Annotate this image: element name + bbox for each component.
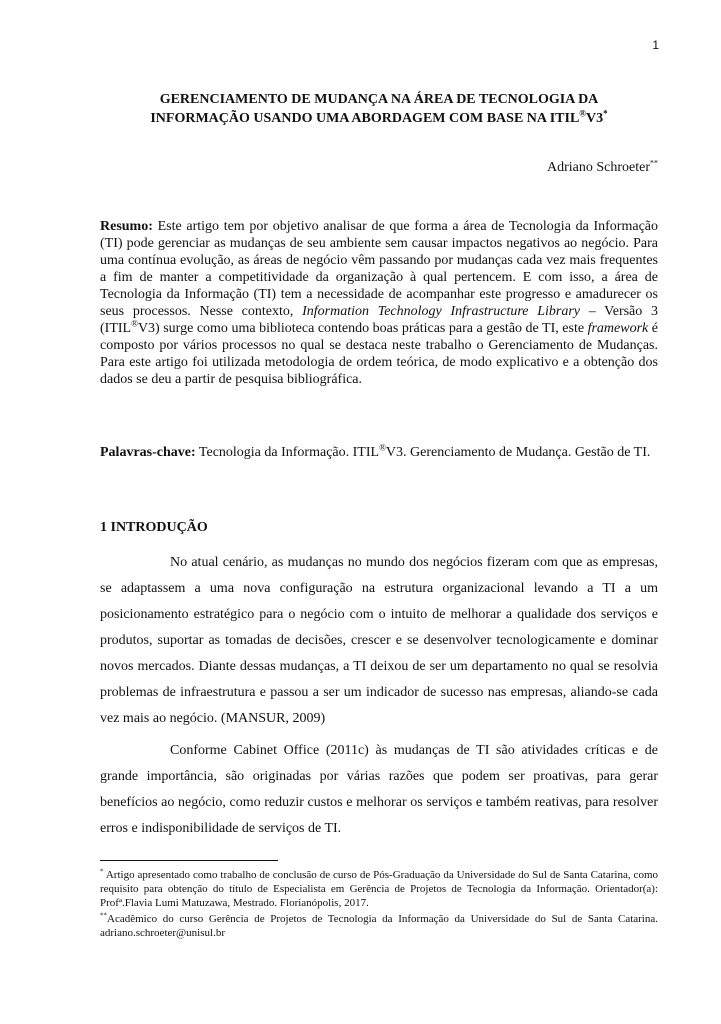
title-suffix: V3 — [586, 111, 604, 126]
abstract-text-2: – Versão 3 (ITIL — [100, 304, 658, 336]
keywords-text-1: Tecnologia da Informação. ITIL — [195, 445, 380, 460]
abstract-text-4: é composto por vários processos no qual se destaca neste trabalho o Gerenciamento de Mudanças. Para este artigo foi utilizada metodologia de ordem teórica, de modo explicativo e a obtenção dos dados se deu a partir de pesquisa bibliográfica. — [100, 321, 658, 387]
author-line — [547, 160, 658, 176]
paper-title — [100, 90, 658, 128]
keywords-text-2: V3. Gerenciamento de Mudança. Gestão de TI. — [385, 445, 651, 460]
abstract-italic-framework: framework — [587, 321, 649, 336]
title-footnote-marker: * — [603, 108, 608, 119]
title-line-1: GERENCIAMENTO DE MUDANÇA NA ÁREA DE TECNOLOGIA DA — [159, 92, 599, 107]
section-heading-introduction: 1 INTRODUÇÃO — [100, 520, 208, 535]
keywords-label: Palavras-chave: — [100, 445, 196, 460]
title-registered-mark: ® — [579, 108, 587, 119]
title-line-2: INFORMAÇÃO USANDO UMA ABORDAGEM COM BASE NA ITIL — [150, 111, 580, 126]
page-number: 1 — [652, 38, 659, 52]
footnote-separator — [100, 860, 278, 861]
footnote-author-text: Acadêmico do curso Gerência de Projetos de Tecnologia da Informação da Universidade do Sul de Santa Catarina. adriano.schroeter@unisul.br — [100, 913, 658, 939]
footnotes — [100, 868, 658, 942]
abstract-text-1: Este artigo tem por objetivo analisar de que forma a área de Tecnologia da Informação (TI) pode gerenciar as mudanças de seu ambiente sem causar impactos negativos ao negócio. Para uma contínua evolução, as áreas de negócio vêm passando por mudanças cada vez mais frequentes a fim de manter a competitividade da organização à qual pertencem. E com isso, a área de Tecnologia da Informação (TI) tem a necessidade de acompanhar este progresso e amadurecer os seus processos. Nesse contexto, — [100, 219, 658, 319]
keywords — [100, 444, 658, 461]
introduction-paragraph-2: Conforme Cabinet Office (2011c) às mudanças de TI são atividades críticas e de grande importância, são originadas por várias razões que podem ser proativas, para gerar benefícios ao negócio, como reduzir custos e melhorar os serviços e também reativas, para resolver erros e indisponibilidade de serviços de TI. — [100, 743, 658, 836]
abstract-italic-itil-name: Information Technology Infrastructure Library — [302, 304, 580, 319]
author-name: Adriano Schroeter — [546, 160, 650, 175]
introduction-paragraph-1: No atual cenário, as mudanças no mundo dos negócios fizeram com que as empresas, se adaptassem a uma nova configuração na estrutura organizacional levando a TI a um posicionamento estratégico para o negócio com o intuito de melhorar a qualidade dos serviços e produtos, suportar as tomadas de decisões, crescer e se desenvolver tecnologicamente e dominar novos mercados. Diante dessas mudanças, a TI deixou de ser um departamento no qual se resolvia problemas de infraestrutura e passou a ser um indicador de sucesso nas empresas, aliando-se cada vez mais ao negócio. (MANSUR, 2009) — [100, 555, 658, 726]
footnote-title-text: Artigo apresentado como trabalho de conclusão de curso de Pós-Graduação da Universidade do Sul de Santa Catarina, como requisito para obtenção do título de Especialista em Gerência de Projetos de Tecnologia da Informação. Orientador(a): Profª.Flavia Lumi Matuzawa, Mestrado. Florianópolis, 2017. — [100, 869, 658, 909]
abstract-label: Resumo: — [100, 219, 153, 234]
footnote-title-marker: * — [100, 867, 104, 876]
author-footnote-marker: ** — [650, 158, 658, 168]
abstract-registered-mark: ® — [131, 318, 138, 329]
abstract — [100, 218, 658, 388]
keywords-registered-mark: ® — [379, 442, 386, 453]
footnote-author — [100, 912, 658, 940]
footnote-title — [100, 868, 658, 910]
footnote-author-marker: ** — [100, 911, 107, 920]
abstract-text-3: V3) surge como uma biblioteca contendo boas práticas para a gestão de TI, este — [137, 321, 588, 336]
